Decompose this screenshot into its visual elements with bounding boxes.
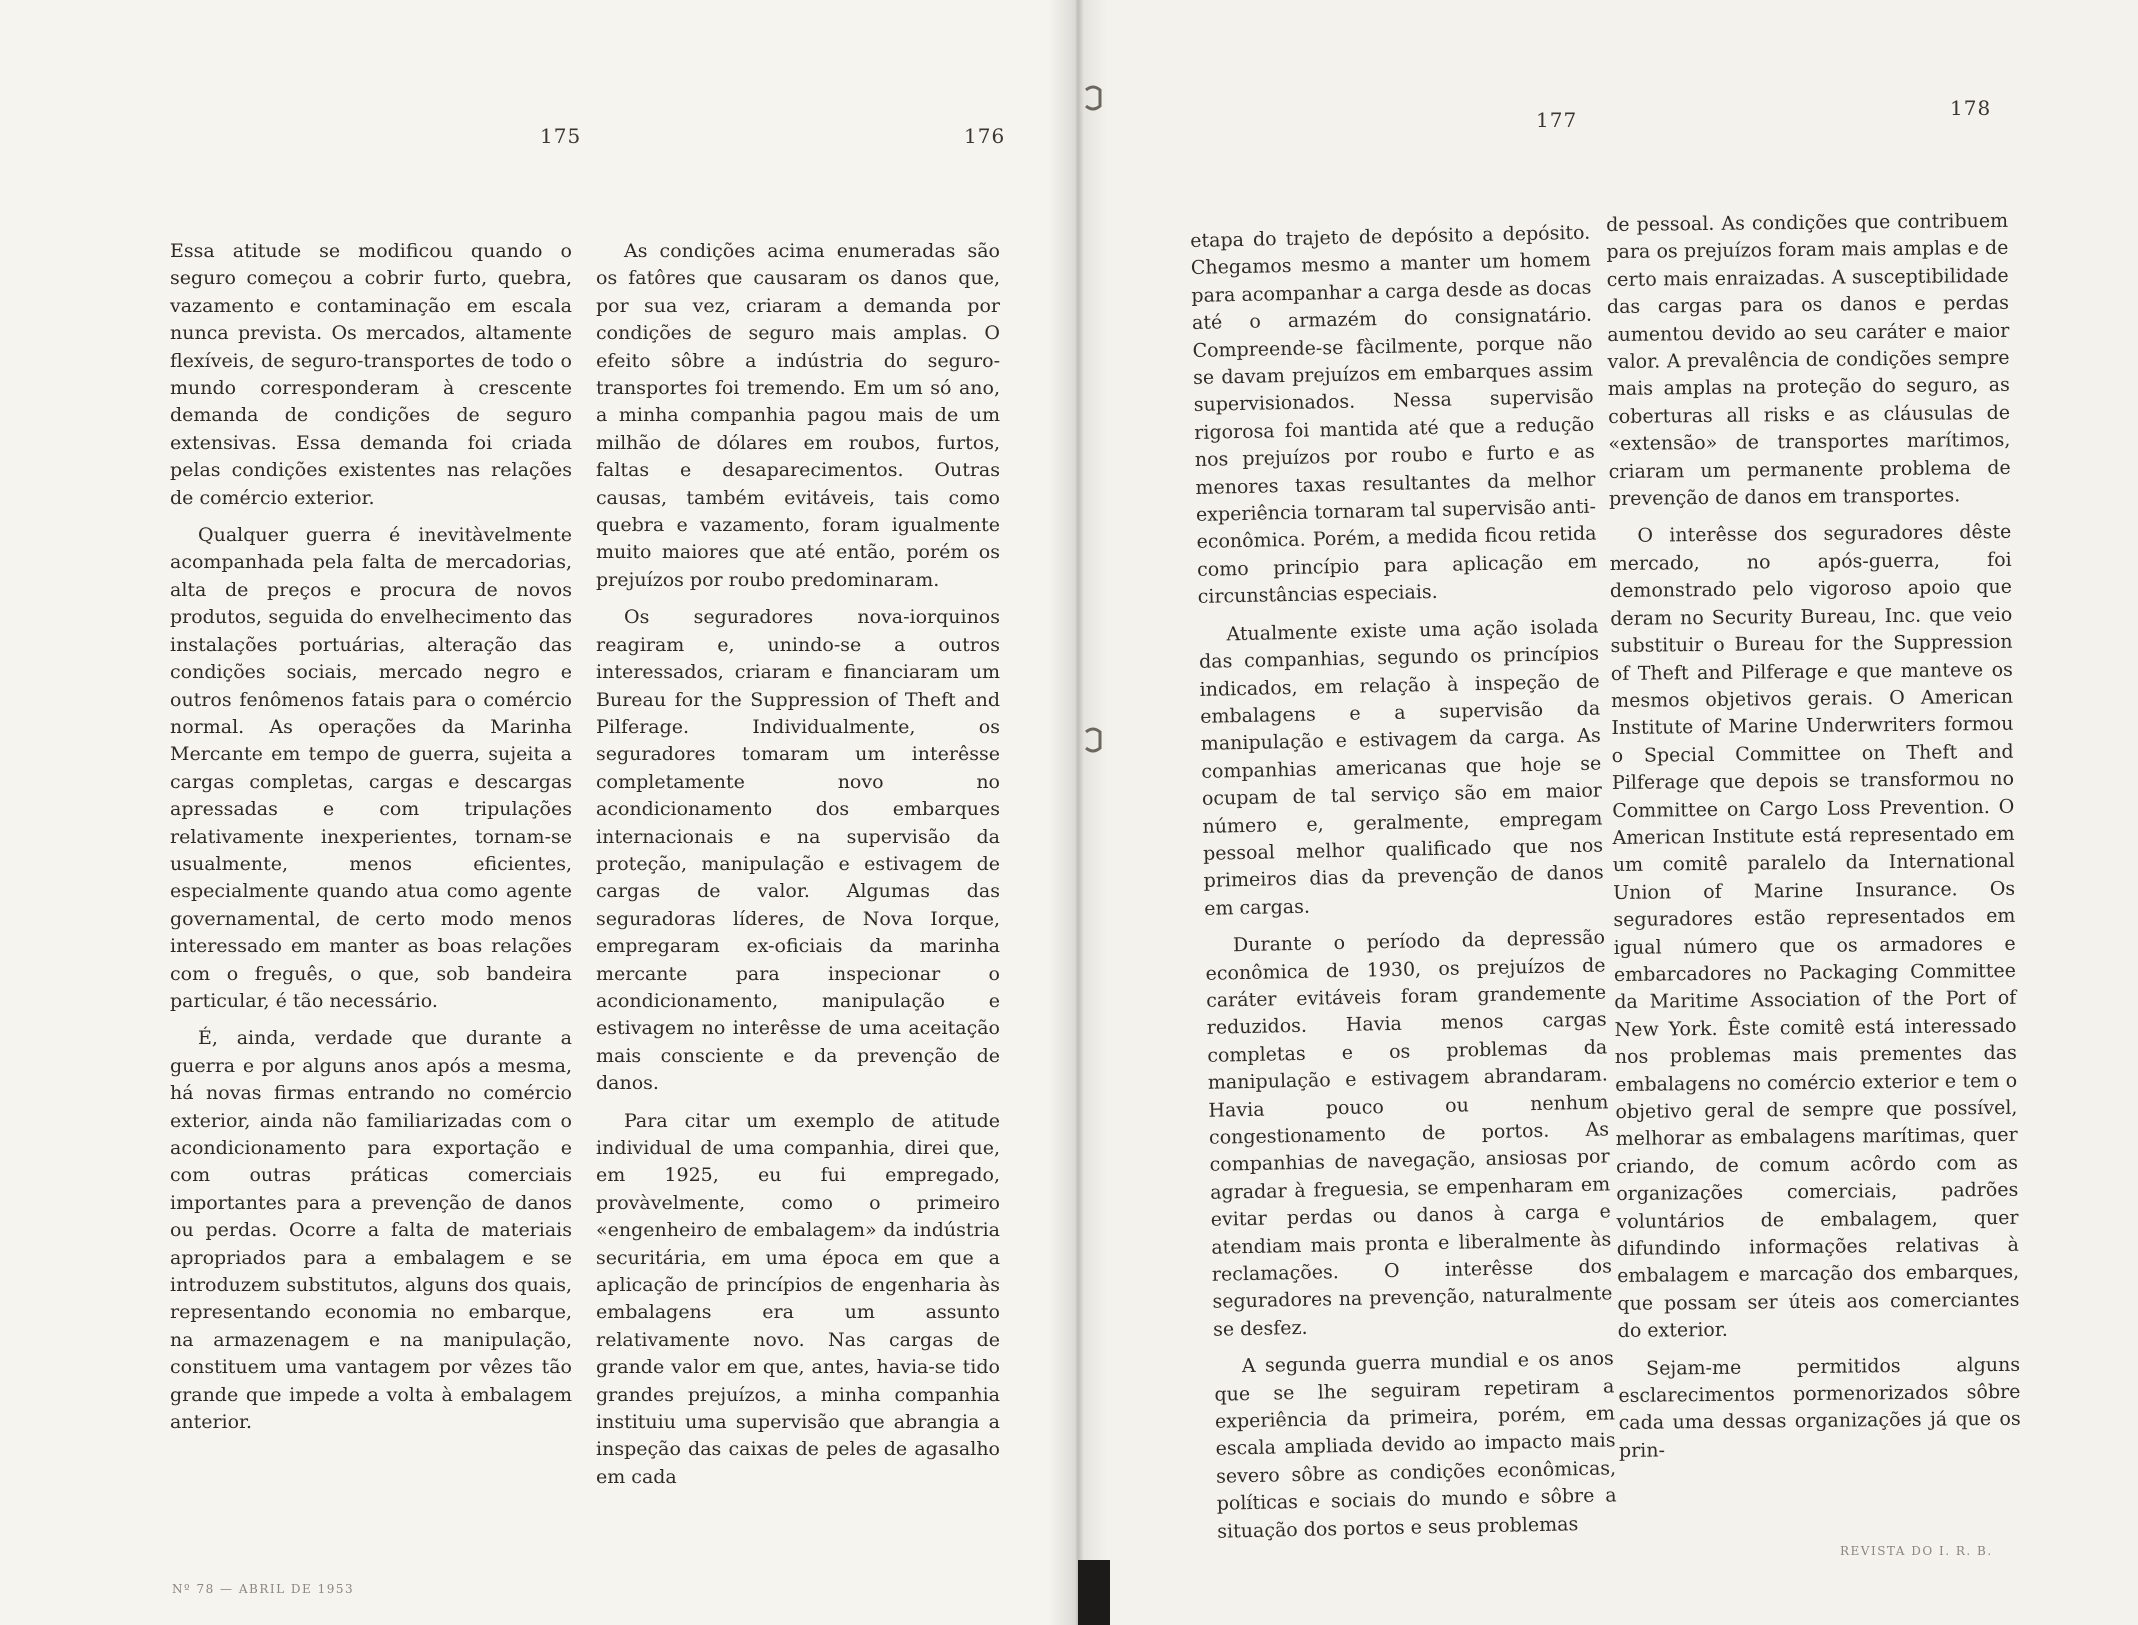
page-number: 178 — [1950, 96, 1992, 120]
page-footer: Nº 78 — ABRIL DE 1953 — [172, 1582, 355, 1596]
paragraph: É, ainda, verdade que durante a guerra e por alguns anos após a mesma, há novas firmas entrando no comércio exterior, ainda não familiarizadas com o acondicionamento para exportação e com outras práticas comerciais importantes para a prevenção de danos ou perdas. Ocorre a falta de materiais apropriados para a embalagem e se introduzem substitutos, alguns dos quais, representando economia no embarque, na armazenagem e na manipulação, constituem uma vantagem por vêzes tão grande que impede a volta à embalagem anterior. — [170, 1027, 572, 1434]
page-number: 175 — [540, 124, 582, 148]
paragraph: de pessoal. As condições que contribuem para os prejuízos foram mais amplas e de certo mais enraizadas. A susceptibilidade das cargas para os danos e perdas aumentou devido ao seu caráter e maior valor. A prevalência de condições sempre mais amplas na proteção do seguro, as coberturas all risks e as cláusulas de «extensão» de transportes marítimos, criaram um permanente problema de prevenção de danos em transportes. — [1606, 209, 2011, 511]
paragraph: A segunda guerra mundial e os anos que se lhe seguiram repetiram a experiência da primeira, porém, em escala ampliada devido ao impacto mais severo sôbre as condições econômicas, políticas e sociais do mundo e sôbre a situação dos portos e seus problemas — [1214, 1347, 1617, 1543]
page-number: 176 — [964, 124, 1006, 148]
text-column-p178 — [1606, 208, 2021, 1475]
paragraph: Para citar um exemplo de atitude individual de uma companhia, direi que, em 1925, eu fui empregado, provàvelmente, como o primeiro «engenheiro de embalagem» da indústria securitária, em uma época em que a aplicação de princípios de engenharia às embalagens era um assunto relativamente novo. Nas cargas de grande valor em que, antes, havia-se tido grandes prejuízos, a minha companhia instituiu uma supervisão que abrangia a inspeção das caixas de peles de agasalho em cada — [596, 1109, 1000, 1488]
paragraph: O interêsse dos seguradores dêste mercado, no após-guerra, foi demonstrado pelo vigoroso apoio que deram no Security Bureau, Inc. que veio substituir o Bureau for the Suppression of Theft and Pilferage e que manteve os mesmos objetivos gerais. O American Institute of Marine Underwriters formou o Special Committee on Theft and Pilferage que depois se transformou no Committee on Cargo Loss Prevention. O American Institute está representado em um comitê paralelo da International Union of Marine Insurance. Os seguradores estão representados em igual número que os armadores e embarcadores no Packaging Committee da Maritime Association of the Port of New York. Êste comitê está interessado nos problemas mais prementes das embalagens no comércio exterior e tem o objetivo geral de sempre que possível, melhorar as embalagens marítimas, quer criando, de comum acôrdo com as organizações comerciais, padrões voluntários de embalagem, quer difundindo informações relativas à embalagem e marcação dos embarques, que possam ser úteis aos comerciantes do exterior. — [1609, 521, 2020, 1343]
paragraph: Durante o período da depressão econômica de 1930, os prejuízos de caráter evitáveis foram grandemente reduzidos. Havia menos cargas completas e os problemas da manipulação e estivagem abrandaram. Havia pouco ou nenhum congestionamento de portos. As companhias de navegação, ansiosas por agradar à freguesia, se empenharam em evitar perdas ou danos à carga e atendiam mais pronta e liberalmente às reclamações. O interêsse dos seguradores na prevenção, naturalmente se desfez. — [1205, 926, 1613, 1341]
paragraph: Sejam-me permitidos alguns esclarecimentos pormenorizados sôbre cada uma dessas organizações já que os prin- — [1618, 1353, 2021, 1462]
page-number: 177 — [1536, 108, 1578, 132]
staple-icon — [1082, 84, 1104, 114]
staple-icon — [1082, 726, 1104, 756]
paragraph: Os seguradores nova-iorquinos reagiram e, unindo-se a outros interessados, criaram e financiaram um Bureau for the Suppression of Theft and Pilferage. Individualmente, os seguradores tomaram um interêsse completamente novo no acondicionamento dos embarques internacionais e na supervisão da proteção, manipulação e estivagem de cargas de valor. Algumas das seguradoras líderes, de Nova Iorque, empregaram ex-oficiais da marinha mercante para inspecionar o acondicionamento, manipulação e estivagem no interêsse de uma aceitação mais consciente e da prevenção de danos. — [596, 606, 1000, 1095]
paragraph: Atualmente existe uma ação isolada das companhias, segundo os princípios indicados, em relação à inspeção de embalagens e a supervisão da manipulação e estivagem da carga. As companhias americanas que hoje se ocupam de tal serviço são em maior número e, geralmente, empregam pessoal melhor qualificado que nos primeiros dias da prevenção de danos em cargas. — [1198, 615, 1604, 920]
binding-edge — [1078, 1560, 1110, 1625]
paragraph: etapa do trajeto de depósito a depósito. Chegamos mesmo a manter um homem para acompanhar a carga desde as docas até o armazém do consignatário. Compreende-se fàcilmente, porque não se davam prejuízos em embarques assim supervisionados. Nessa supervisão rigorosa foi mantida até que a redução nos prejuízos por roubo e furto e as menores taxas resultantes da melhor experiência tornaram tal supervisão anti-econômica. Porém, a medida ficou retida como princípio para aplicação em circunstâncias especiais. — [1190, 221, 1598, 609]
text-column-p175 — [170, 238, 572, 1446]
paragraph: Qualquer guerra é inevitàvelmente acompanhada pela falta de mercadorias, alta de preços e procura de novos produtos, seguida do envelhecimento das instalações portuárias, alteração das condições sociais, mercado negro e outros fenômenos fatais para o comércio normal. As operações da Marinha Mercante em tempo de guerra, sujeita a cargas completas, cargas e descargas apressadas e com tripulações relativamente inexperientes, tornam-se usualmente, menos eficientes, especialmente quando atua como agente governamental, de certo modo menos interessado em manter as boas relações com o freguês, o que, sob bandeira particular, é tão necessário. — [170, 524, 572, 1012]
text-column-p177 — [1190, 220, 1618, 1556]
page-footer: REVISTA DO I. R. B. — [1840, 1544, 1993, 1558]
paragraph: Essa atitude se modificou quando o seguro começou a cobrir furto, quebra, vazamento e contaminação em escala nunca prevista. Os mercados, altamente flexíveis, de seguro-transportes de todo o mundo corresponderam à crescente demanda de condições de seguro extensivas. Essa demanda foi criada pelas condições existentes nas relações de comércio exterior. — [170, 240, 572, 509]
paragraph: As condições acima enumeradas são os fatôres que causaram os danos que, por sua vez, criaram a demanda por condições de seguro mais amplas. O efeito sôbre a indústria do seguro-transportes foi tremendo. Em um só ano, a minha companhia pagou mais de um milhão de dólares em roubos, furtos, faltas e desaparecimentos. Outras causas, também evitáveis, tais como quebra e vazamento, foram igualmente muito maiores que até então, porém os prejuízos por roubo predominaram. — [596, 240, 1000, 591]
text-column-p176 — [596, 238, 1000, 1501]
